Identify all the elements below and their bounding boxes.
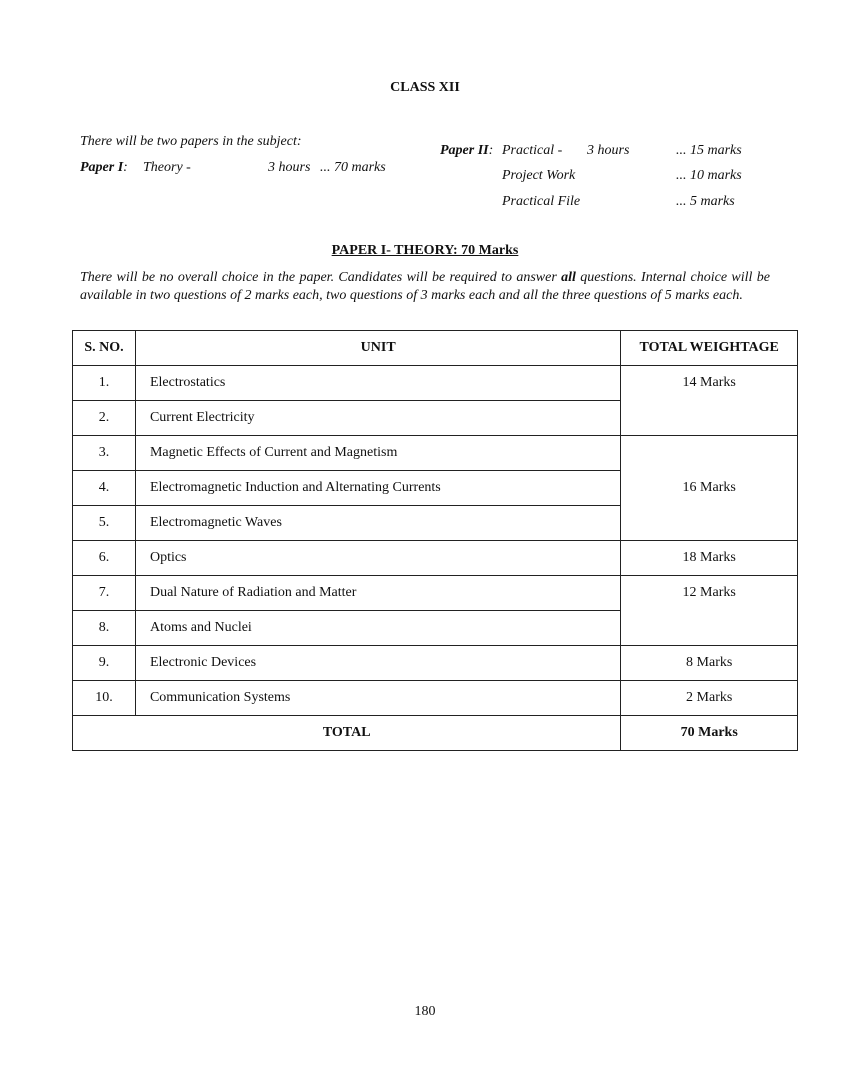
row-sno: 9. <box>73 646 136 681</box>
paper1-name: Theory - <box>143 160 191 175</box>
row-weightage: 16 Marks <box>621 436 798 541</box>
row-unit: Dual Nature of Radiation and Matter <box>135 576 620 611</box>
header-sno: S. NO. <box>73 331 136 366</box>
paper2-line: Paper II: <box>440 143 494 158</box>
row-sno: 3. <box>73 436 136 471</box>
table-header-row <box>73 331 798 366</box>
instructions-text: questions. Internal choice will be available in two questions of 2 marks each, two questions of 3 marks each and all the three questions of 5 marks each. <box>80 270 770 303</box>
weightage-table <box>72 330 798 751</box>
row-sno: 1. <box>73 366 136 401</box>
page-title: CLASS XII <box>390 80 460 95</box>
table-row <box>73 541 798 576</box>
paper2-item-marks: ... 5 marks <box>676 194 735 209</box>
paper2-item-name: Project Work <box>502 168 576 183</box>
row-sno: 10. <box>73 681 136 716</box>
row-weightage: 8 Marks <box>621 646 798 681</box>
row-unit: Communication Systems <box>135 681 620 716</box>
row-weightage: 18 Marks <box>621 541 798 576</box>
total-value: 70 Marks <box>621 716 798 751</box>
row-unit: Electromagnetic Induction and Alternating Currents <box>135 471 620 506</box>
row-unit: Electrostatics <box>135 366 620 401</box>
row-unit: Atoms and Nuclei <box>135 611 620 646</box>
header-weightage: TOTAL WEIGHTAGE <box>621 331 798 366</box>
total-label: TOTAL <box>73 716 621 751</box>
row-sno: 5. <box>73 506 136 541</box>
table-row <box>73 436 798 471</box>
instructions-emphasis: all <box>561 270 576 285</box>
row-sno: 2. <box>73 401 136 436</box>
row-sno: 6. <box>73 541 136 576</box>
paper1-label: Paper I <box>80 160 124 175</box>
row-weightage: 2 Marks <box>621 681 798 716</box>
paper2-item-name: Practical - <box>502 143 563 158</box>
paper2-item-marks: ... 15 marks <box>676 143 742 158</box>
paper2-item-duration: 3 hours <box>587 143 630 158</box>
papers-intro: There will be two papers in the subject: <box>80 134 302 149</box>
header-unit: UNIT <box>135 331 620 366</box>
row-weightage: 14 Marks <box>621 366 798 436</box>
table-row <box>73 366 798 401</box>
table-total-row <box>73 716 798 751</box>
row-sno: 4. <box>73 471 136 506</box>
table-row <box>73 681 798 716</box>
paper1-line: Paper I: <box>80 160 128 175</box>
page-number: 180 <box>414 1004 436 1019</box>
row-sno: 8. <box>73 611 136 646</box>
row-weightage: 12 Marks <box>621 576 798 646</box>
paper2-label: Paper II <box>440 143 489 158</box>
row-unit: Optics <box>135 541 620 576</box>
row-unit: Electronic Devices <box>135 646 620 681</box>
instructions-paragraph <box>80 269 770 304</box>
row-unit: Current Electricity <box>135 401 620 436</box>
paper2-item-marks: ... 10 marks <box>676 168 742 183</box>
paper1-marks: ... 70 marks <box>320 160 386 175</box>
section-heading: PAPER I- THEORY: 70 Marks <box>331 243 519 258</box>
table-row <box>73 576 798 611</box>
row-sno: 7. <box>73 576 136 611</box>
paper2-item-name: Practical File <box>502 194 581 209</box>
paper1-duration: 3 hours <box>268 160 311 175</box>
row-unit: Electromagnetic Waves <box>135 506 620 541</box>
table-row <box>73 646 798 681</box>
row-unit: Magnetic Effects of Current and Magnetism <box>135 436 620 471</box>
instructions-text: There will be no overall choice in the paper. Candidates will be required to answer <box>80 270 562 285</box>
